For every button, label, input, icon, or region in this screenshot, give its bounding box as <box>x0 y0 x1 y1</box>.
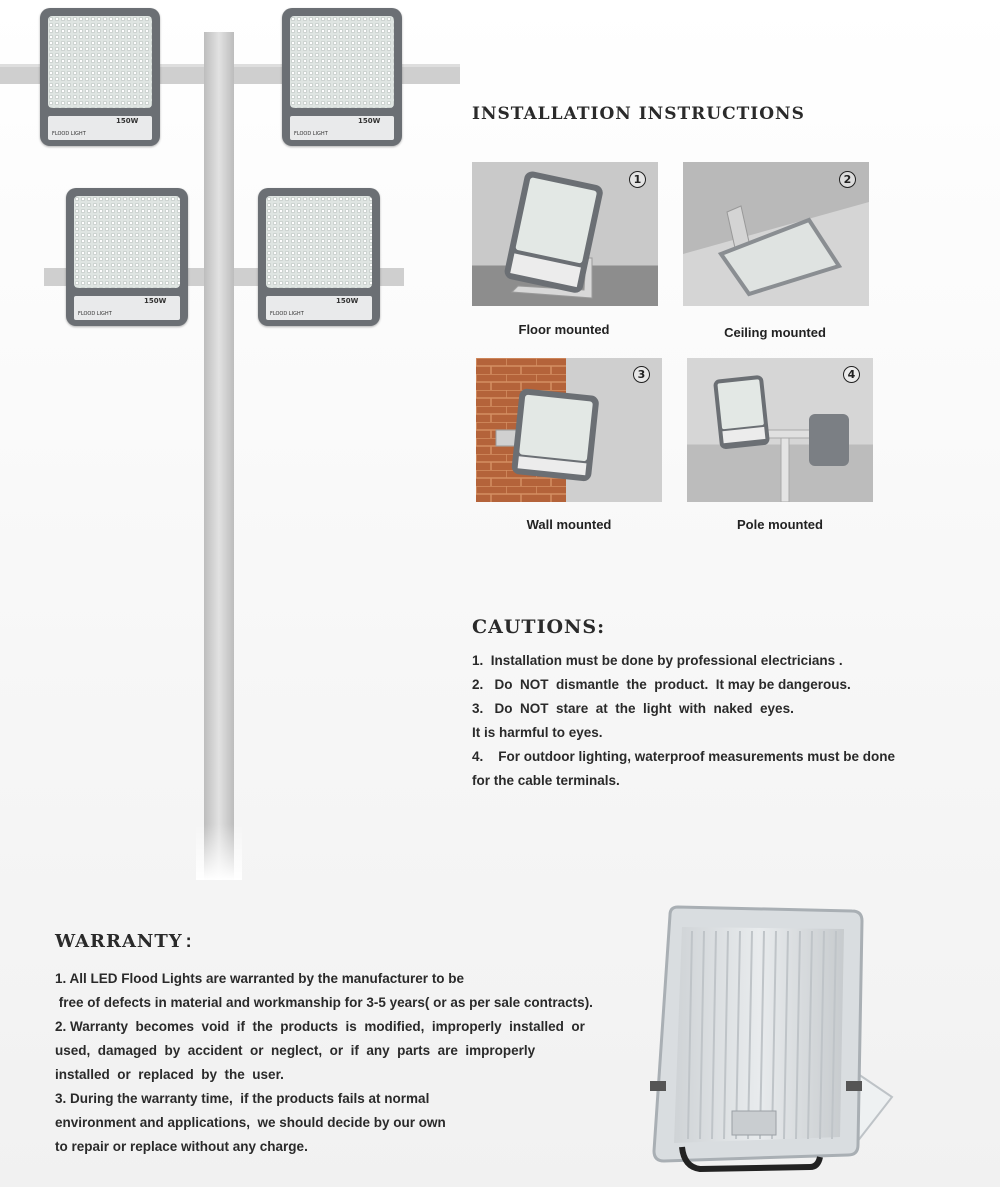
warranty-heading <box>55 931 192 952</box>
installation-title: INSTALLATION INSTRUCTIONS <box>472 104 805 124</box>
caution-line: It is harmful to eyes. <box>472 725 603 740</box>
caution-line: for the cable terminals. <box>472 773 620 788</box>
warranty-line: 3. During the warranty time, if the products fails at normal <box>55 1091 430 1106</box>
product-back-view <box>630 905 910 1185</box>
warranty-title: WARRANTY <box>55 931 183 952</box>
install-panel-pole <box>687 358 873 502</box>
warranty-line: to repair or replace without any charge. <box>55 1139 308 1154</box>
warranty-line: 2. Warranty becomes void if the products is modified, improperly installed or <box>55 1019 585 1034</box>
type-label: FLOOD LIGHT <box>270 311 304 317</box>
install-panel-wall <box>476 358 662 502</box>
caution-line: 2. Do NOT dismantle the product. It may be dangerous. <box>472 677 851 692</box>
step-badge: 4 <box>843 366 860 383</box>
flood-light-bottom-right <box>258 188 380 326</box>
warranty-line: environment and applications, we should decide by our own <box>55 1115 446 1130</box>
caution-line: 3. Do NOT stare at the light with naked eyes. <box>472 701 794 716</box>
cautions-title: CAUTIONS: <box>472 616 606 638</box>
warranty-title-colon: : <box>185 931 192 951</box>
pole-illustration <box>0 0 470 880</box>
caution-line: 4. For outdoor lighting, waterproof measurements must be done <box>472 749 896 764</box>
wattage-label: 150W <box>358 117 381 125</box>
warranty-line: installed or replaced by the user. <box>55 1067 284 1082</box>
caption-pole: Pole mounted <box>737 517 823 532</box>
install-panel-ceiling <box>683 162 869 306</box>
step-badge: 3 <box>633 366 650 383</box>
warranty-line: 1. All LED Flood Lights are warranted by the manufacturer to be <box>55 971 465 986</box>
step-badge: 2 <box>839 171 856 188</box>
caption-wall: Wall mounted <box>526 517 612 532</box>
warranty-line: used, damaged by accident or neglect, or if any parts are improperly <box>55 1043 536 1058</box>
caption-floor: Floor mounted <box>518 322 610 337</box>
step-badge: 1 <box>629 171 646 188</box>
type-label: FLOOD LIGHT <box>294 131 328 137</box>
type-label: FLOOD LIGHT <box>52 131 86 137</box>
type-label: FLOOD LIGHT <box>78 311 112 317</box>
install-panel-floor <box>472 162 658 306</box>
warranty-line: free of defects in material and workmanship for 3-5 years( or as per sale contracts). <box>55 995 593 1010</box>
flood-light-top-right <box>282 8 402 146</box>
wattage-label: 150W <box>336 297 359 305</box>
flood-light-bottom-left <box>66 188 188 326</box>
wattage-label: 150W <box>144 297 167 305</box>
wattage-label: 150W <box>116 117 139 125</box>
caption-ceiling: Ceiling mounted <box>724 325 826 340</box>
caution-line: 1. Installation must be done by professional electricians . <box>472 653 843 668</box>
flood-light-top-left <box>40 8 160 146</box>
